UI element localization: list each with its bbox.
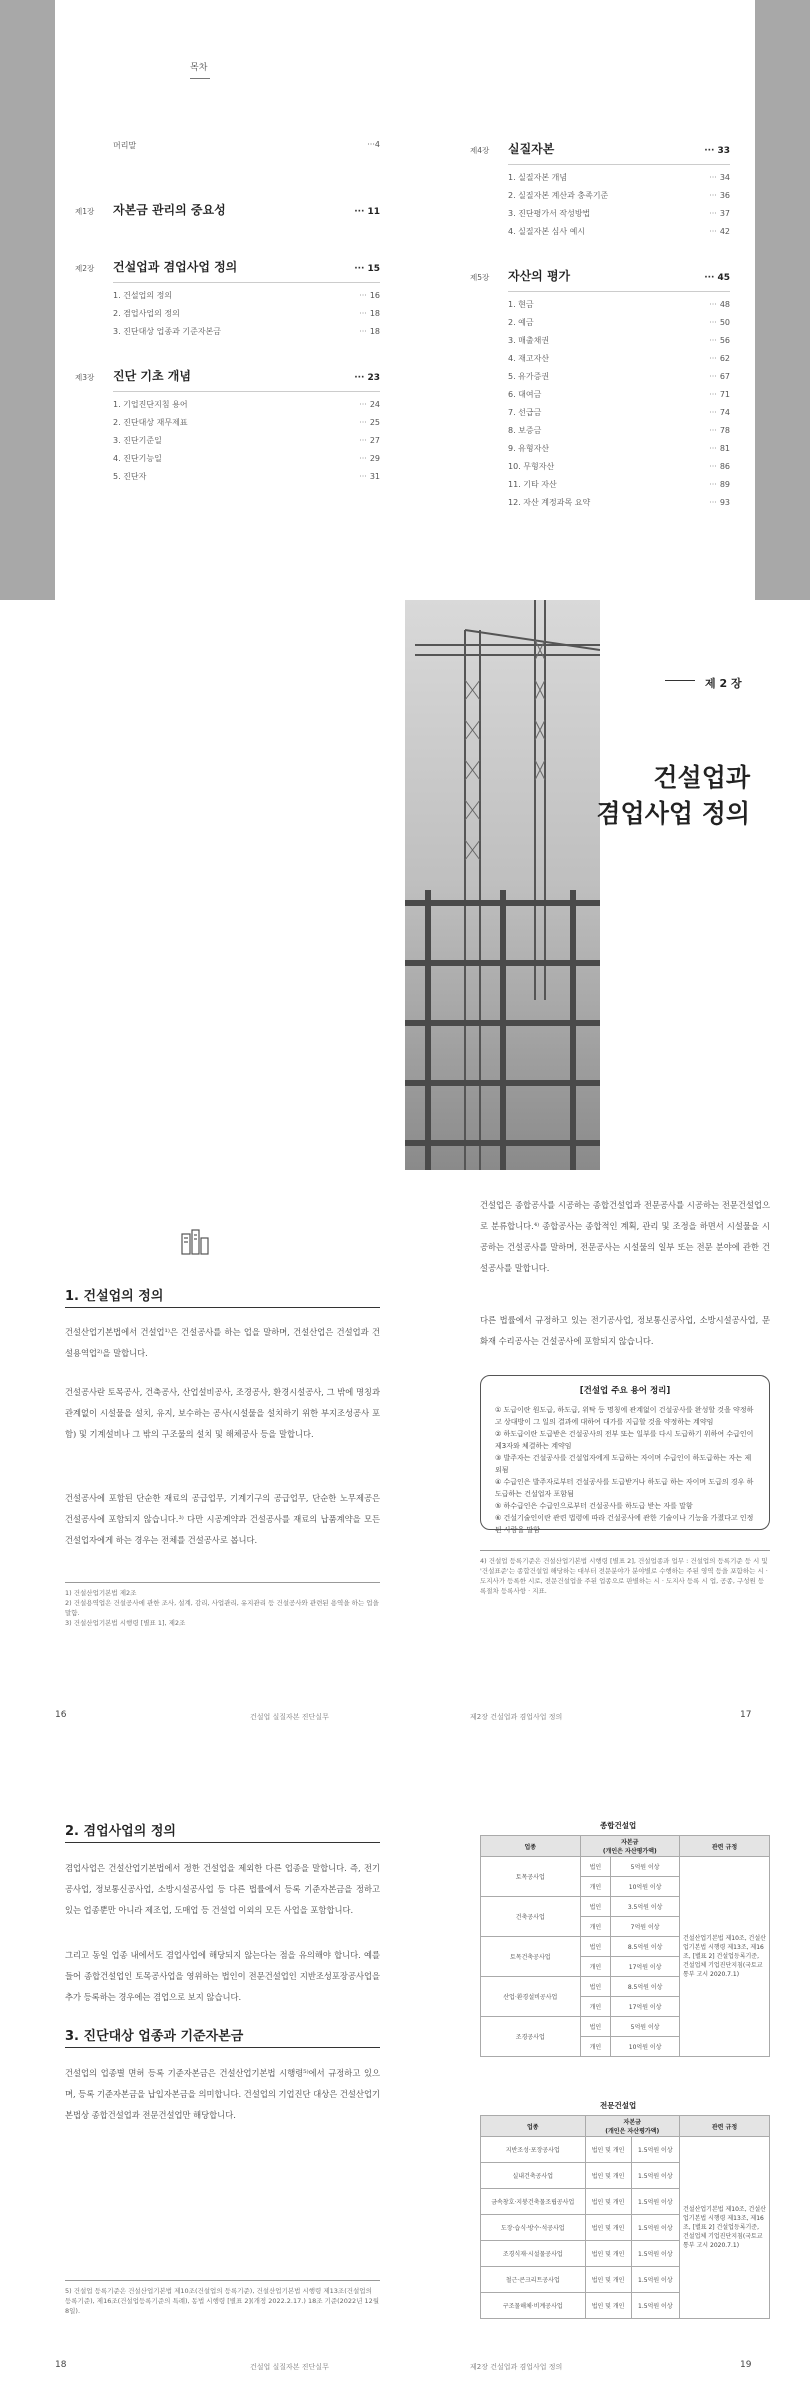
table-row <box>481 2137 770 2163</box>
toc-section-label: 9. 유형자산 <box>508 444 550 453</box>
table-cell-entity: 법인 <box>580 2017 611 2037</box>
toc-section-page: 31 <box>369 472 380 481</box>
terms-item: ③ 발주자는 건설공사를 건설업자에게 도급하는 자이며 수급인이 하도급하는 자는 제외됨 <box>495 1454 752 1474</box>
footnote: 2) 건설용역업은 건설공사에 관한 조사, 설계, 감리, 사업관리, 유지관리 등 건설공사와 관련된 용역을 하는 업을 말함. <box>65 1599 379 1617</box>
table-header-cell: 업종 <box>481 1836 581 1857</box>
table-cell-capital: 17억원 이상 <box>611 1957 680 1977</box>
toc-section-page: 34 <box>719 173 730 182</box>
toc-section-label: 5. 진단자 <box>113 472 147 481</box>
toc-section-page: 16 <box>369 291 380 300</box>
table-cell-capital: 1.5억원 이상 <box>631 2215 679 2241</box>
toc-chapter-number: 제2장 <box>75 264 95 273</box>
toc-section-item[interactable]: 1. 기업진단지침 용어 ··· 24 <box>113 400 380 409</box>
table-cell-capital: 3.5억원 이상 <box>611 1897 680 1917</box>
toc-chapter-name: 자산의 평가 <box>508 269 571 283</box>
table-cell-entity: 개인 <box>580 2037 611 2057</box>
toc-section-page: 18 <box>369 327 380 336</box>
toc-chapter-row[interactable]: 제2장 건설업과 겸업사업 정의 ··· 15 <box>75 260 380 274</box>
toc-section-label: 2. 실질자본 계산과 충족기준 <box>508 191 609 200</box>
section-heading-3-rule <box>65 2047 380 2048</box>
table-header-row <box>481 2116 770 2137</box>
table-cell-capital: 1.5억원 이상 <box>631 2267 679 2293</box>
toc-section-item[interactable]: 6. 대여금 ··· 71 <box>508 390 730 399</box>
toc-chapter-name: 건설업과 겸업사업 정의 <box>113 260 238 274</box>
table-specialty-construction <box>480 2115 770 2319</box>
toc-section-label: 3. 진단평가서 작성방법 <box>508 209 591 218</box>
toc-section-item[interactable]: 2. 진단대상 재무제표 ··· 25 <box>113 418 380 427</box>
spread1-left-footnotes <box>65 1588 380 1628</box>
toc-section-item[interactable]: 1. 실질자본 개념 ··· 34 <box>508 173 730 182</box>
toc-section-item[interactable]: 1. 건설업의 정의 ··· 16 <box>113 291 380 300</box>
toc-chapter-name: 자본금 관리의 중요성 <box>113 203 226 217</box>
toc-section-label: 5. 유가증권 <box>508 372 550 381</box>
toc-title-rule <box>190 78 210 79</box>
section-heading-2: 2. 겸업사업의 정의 <box>65 1824 176 1839</box>
spread2-para-2-0: 겸업사업은 건설산업기본법에서 정한 건설업을 제외한 다른 업종을 말합니다. 즉, 전기공사업, 정보통신공사업, 소방시설공사업 등 다른 법률에서 등록 기준자본금을 정하고 있는 업종뿐만 아니라 제조업, 도매업 등 건설업 이외의 모든 사업을 포함합니다. <box>65 1863 380 1915</box>
terms-item: ② 하도급이란 도급받은 건설공사의 전부 또는 일부를 다시 도급하기 위하여 수급인이 제3자와 체결하는 계약임 <box>495 1430 754 1450</box>
table-cell-capital: 1.5억원 이상 <box>631 2293 679 2319</box>
terms-item: ⑥ 건설기술인이란 관련 법령에 따라 건설공사에 관한 기술이나 기능을 가졌다고 인정된 사람을 말함 <box>495 1514 754 1534</box>
toc-chapter-rule <box>508 291 730 292</box>
table-header-cell: 자본금 (개인은 자산평가액) <box>585 2116 680 2137</box>
toc-section-page: 62 <box>719 354 730 363</box>
footnote: 5) 건설업 등록기준은 건설산업기본법 제10조(건설업의 등록기준), 건설산업기본법 시행령 제13조(건설업의 등록기준), 제16조(건설업등록기준의 특례), 동법 시행령 [별표 2](개정 2022.2.17.) 18조 기준(2022년 12월 8일). <box>65 2287 380 2315</box>
toc-section-item[interactable]: 3. 진단기준일 ··· 27 <box>113 436 380 445</box>
toc-section-label: 2. 겸업사업의 정의 <box>113 309 180 318</box>
footnote: 4) 건설업 등록기준은 건설산업기본법 시행령 [별표 2], 건설업종과 업무 : 건설업의 등록기준 등 시 및 '건설표준'는 종합건설업 해당하는 대부터 전문분야가 분야별로 수행하는 주된 영역 등을 포함하는 시 · 도지사가 등록한 시로, 전문건설업을 주된 업종으로 판별하는 시 · 도지사 등록 시 업, 공종, 구성원 등록절차 등록사항 · 지표. <box>480 1557 768 1595</box>
table-cell-type: 금속창호·지붕건축물조립공사업 <box>481 2189 586 2215</box>
toc-section-item[interactable]: 12. 자산 계정과목 요약 ··· 93 <box>508 498 730 507</box>
toc-section-label: 7. 선급금 <box>508 408 542 417</box>
toc-chapter-name: 실질자본 <box>508 142 555 156</box>
table-cell-rule: 건설산업기본법 제10조, 건설산업기본법 시행령 제13조, 제16조, [별표 2] 건설업등록기준, 건설업체 기업진단지침(국토교통부 고시 2020.7.1) <box>680 2137 770 2319</box>
toc-section-item[interactable]: 2. 예금 ··· 50 <box>508 318 730 327</box>
footnote-rule <box>480 1550 770 1551</box>
construction-crane-photo <box>405 600 600 1170</box>
toc-section-page: 71 <box>719 390 730 399</box>
toc-section-item[interactable]: 3. 진단대상 업종과 기준자본금 ··· 18 <box>113 327 380 336</box>
spread-pages-16-17 <box>0 1170 810 1780</box>
toc-chapter <box>470 140 730 237</box>
left-margin-band <box>0 0 55 600</box>
toc-section-item[interactable]: 7. 선급금 ··· 74 <box>508 408 730 417</box>
toc-chapter-row[interactable]: 제3장 진단 기초 개념 ··· 23 <box>75 369 380 383</box>
toc-section-item[interactable]: 1. 현금 ··· 48 <box>508 300 730 309</box>
table-header-row <box>481 1836 770 1857</box>
table-cell-rule: 건설산업기본법 제10조, 건설산업기본법 시행령 제13조, 제16조, [별표 2] 건설업등록기준, 건설업체 기업진단지침(국토교통부 고시 2020.7.1) <box>680 1857 770 2057</box>
chapter-title-line2: 겸업사업 정의 <box>596 799 750 828</box>
table-cell-type: 토목공사업 <box>481 1857 581 1897</box>
table-cell-entity: 법인 및 개인 <box>585 2267 631 2293</box>
toc-section-page: 27 <box>369 436 380 445</box>
toc-chapter-number: 제5장 <box>470 273 490 282</box>
section-heading-2-rule <box>65 1842 380 1843</box>
toc-section-page: 86 <box>719 462 730 471</box>
toc-section-label: 3. 진단대상 업종과 기준자본금 <box>113 327 221 336</box>
toc-section-page: 93 <box>719 498 730 507</box>
toc-section-item[interactable]: 8. 보증금 ··· 78 <box>508 426 730 435</box>
terms-box-title: [건설업 주요 용어 정리] <box>579 1386 671 1396</box>
toc-section-label: 2. 진단대상 재무제표 <box>113 418 188 427</box>
table-cell-type: 지반조성·포장공사업 <box>481 2137 586 2163</box>
toc-section-item[interactable]: 5. 유가증권 ··· 67 <box>508 372 730 381</box>
toc-section-label: 6. 대여금 <box>508 390 542 399</box>
table-cell-entity: 법인 및 개인 <box>585 2163 631 2189</box>
toc-chapter <box>75 201 380 218</box>
toc-chapter-number: 제1장 <box>75 207 95 216</box>
toc-right-column <box>470 140 730 538</box>
toc-section-label: 4. 진단기능일 <box>113 454 162 463</box>
page-number: 19 <box>740 2360 752 2370</box>
table-header-cell: 자본금 (개인은 자산평가액) <box>580 1836 679 1857</box>
toc-section-item[interactable]: 10. 무형자산 ··· 86 <box>508 462 730 471</box>
toc-section-page: 89 <box>719 480 730 489</box>
toc-section-label: 1. 현금 <box>508 300 534 309</box>
table-cell-entity: 법인 및 개인 <box>585 2137 631 2163</box>
toc-section-label: 1. 기업진단지침 용어 <box>113 400 188 409</box>
table-cell-entity: 개인 <box>580 1997 611 2017</box>
table-cell-entity: 법인 <box>580 1857 611 1877</box>
spread1-right-para-1: 다른 법률에서 규정하고 있는 전기공사업, 정보통신공사업, 소방시설공사업, 문화재 수리공사는 건설공사에 포함되지 않습니다. <box>480 1315 770 1346</box>
table-cell-type: 산업·환경설비공사업 <box>481 1977 581 2017</box>
toc-section-label: 3. 진단기준일 <box>113 436 162 445</box>
toc-section-page: 50 <box>719 318 730 327</box>
toc-section-label: 10. 무형자산 <box>508 462 555 471</box>
table-cell-entity: 법인 <box>580 1937 611 1957</box>
toc-chapter <box>75 367 380 482</box>
toc-intro-label: 머리말 <box>113 141 137 150</box>
toc-section-item[interactable]: 9. 유형자산 ··· 81 <box>508 444 730 453</box>
toc-section-page: 18 <box>369 309 380 318</box>
table-cell-type: 건축공사업 <box>481 1897 581 1937</box>
spread1-left-para-0: 건설산업기본법에서 건설업¹⁾은 건설공사를 하는 업을 말하며, 건설산업은 건설업과 건설용역업²⁾을 말합니다. <box>65 1327 380 1358</box>
chapter-badge: 제 2 장 <box>705 677 742 690</box>
table-cell-capital: 1.5억원 이상 <box>631 2137 679 2163</box>
table-cell-capital: 10억원 이상 <box>611 2037 680 2057</box>
toc-section-label: 2. 예금 <box>508 318 534 327</box>
toc-section-page: 25 <box>369 418 380 427</box>
table1-caption: 종합건설업 <box>600 1821 637 1830</box>
toc-chapter-number: 제4장 <box>470 146 490 155</box>
table-cell-type: 철근·콘크리트공사업 <box>481 2267 586 2293</box>
spread-pages-18-19 <box>0 1780 810 2400</box>
toc-chapter-page: 15 <box>367 264 380 274</box>
spread1-right-para-0: 건설업은 종합공사를 시공하는 종합건설업과 전문공사를 시공하는 전문건설업으로 분류합니다.⁴⁾ 종합공사는 종합적인 계획, 관리 및 조정을 하면서 시설물을 시공하는 건설공사를 말하며, 전문공사는 시설물의 일부 또는 전문 분야에 관한 건설공사를 말합니다. <box>480 1200 770 1273</box>
table-cell-entity: 법인 <box>580 1977 611 1997</box>
toc-section-page: 48 <box>719 300 730 309</box>
section-heading-1-rule <box>65 1307 380 1308</box>
table-cell-type: 토목건축공사업 <box>481 1937 581 1977</box>
table-row <box>481 1857 770 1877</box>
running-header: 건설업 실질자본 진단실무 <box>250 1713 329 1721</box>
table-cell-capital: 5억원 이상 <box>611 2017 680 2037</box>
building-logo-icon <box>180 1228 210 1256</box>
toc-title: 목차 <box>190 63 208 73</box>
table-header-cell: 업종 <box>481 2116 586 2137</box>
terms-item: ⑤ 하수급인은 수급인으로부터 건설공사를 하도급 받는 자를 말함 <box>495 1502 693 1510</box>
table-cell-entity: 법인 <box>580 1897 611 1917</box>
table-cell-entity: 법인 및 개인 <box>585 2215 631 2241</box>
toc-section-label: 1. 실질자본 개념 <box>508 173 568 182</box>
page-number: 16 <box>55 1710 67 1720</box>
toc-section-page: 78 <box>719 426 730 435</box>
toc-section-item[interactable]: 2. 실질자본 계산과 충족기준 ··· 36 <box>508 191 730 200</box>
toc-chapter-number: 제3장 <box>75 373 95 382</box>
footnote-rule <box>65 1582 380 1583</box>
toc-section-item[interactable]: 4. 재고자산 ··· 62 <box>508 354 730 363</box>
table-general-construction <box>480 1835 770 2057</box>
page-number: 17 <box>740 1710 752 1720</box>
table-cell-entity: 개인 <box>580 1877 611 1897</box>
toc-chapter <box>470 267 730 508</box>
table-cell-entity: 법인 및 개인 <box>585 2241 631 2267</box>
table-header-cell: 관련 규정 <box>680 1836 770 1857</box>
spread2-para-3-0: 건설업의 업종별 면허 등록 기준자본금은 건설산업기본법 시행령⁵⁾에서 규정하고 있으며, 등록 기준자본금을 납입자본금을 의미합니다. 건설업의 기업진단 대상은 건설산업기본법상 종합건설업과 전문건설업만 해당합니다. <box>65 2068 380 2120</box>
toc-section-page: 29 <box>369 454 380 463</box>
table-cell-capital: 8.5억원 이상 <box>611 1977 680 1997</box>
toc-chapter-page: 11 <box>367 207 380 217</box>
toc-section-label: 12. 자산 계정과목 요약 <box>508 498 591 507</box>
chapter-title <box>596 760 750 832</box>
toc-section-page: 37 <box>719 209 730 218</box>
toc-chapter-row[interactable]: 제5장 자산의 평가 ··· 45 <box>470 269 730 283</box>
table-cell-capital: 1.5억원 이상 <box>631 2163 679 2189</box>
spread1-left-para-1: 건설공사란 토목공사, 건축공사, 산업설비공사, 조경공사, 환경시설공사, 그 밖에 명칭과 관계없이 시설물을 설치, 유지, 보수하는 공사(시설물을 설치하기 위한 부지조성공사 포함) 및 기계설비나 그 밖의 구조물의 설치 및 해체공사 등을 말합니다. <box>65 1387 380 1439</box>
toc-section-label: 3. 매출채권 <box>508 336 550 345</box>
toc-chapter-rule <box>113 282 380 283</box>
footnote: 1) 건설산업기본법 제2조 <box>65 1589 137 1597</box>
terms-box <box>480 1375 770 1534</box>
toc-chapter-page: 33 <box>717 146 730 156</box>
chapter-badge-rule <box>665 680 695 681</box>
table-cell-entity: 개인 <box>580 1957 611 1977</box>
toc-chapter-page: 45 <box>717 273 730 283</box>
toc-section-label: 4. 실질자본 심사 예시 <box>508 227 586 236</box>
toc-section-page: 42 <box>719 227 730 236</box>
toc-chapter-page: 23 <box>367 373 380 383</box>
terms-item: ④ 수급인은 발주자로부터 건설공사를 도급받거나 하도급 하는 자이며 도급의 경우 하도급하는 건설업자 포함됨 <box>495 1478 754 1498</box>
toc-section-item[interactable]: 11. 기타 자산 ··· 89 <box>508 480 730 489</box>
table-cell-entity: 법인 및 개인 <box>585 2189 631 2215</box>
chapter-title-line1: 건설업과 <box>653 763 750 792</box>
table-cell-type: 실내건축공사업 <box>481 2163 586 2189</box>
table-cell-type: 조경공사업 <box>481 2017 581 2057</box>
toc-section-label: 4. 재고자산 <box>508 354 550 363</box>
table-cell-capital: 17억원 이상 <box>611 1997 680 2017</box>
toc-section-page: 36 <box>719 191 730 200</box>
table-cell-capital: 10억원 이상 <box>611 1877 680 1897</box>
table-cell-capital: 8.5억원 이상 <box>611 1937 680 1957</box>
footnote: 3) 건설산업기본법 시행령 [별표 1], 제2조 <box>65 1619 186 1627</box>
toc-chapter-rule <box>508 164 730 165</box>
spread1-left-para-2: 건설공사에 포함된 단순한 재료의 공급업무, 기계기구의 공급업무, 단순한 노무제공은 건설공사에 포함되지 않습니다.³⁾ 다만 시공계약과 건설공사를 재료의 납품계약을 모든 건설업자에게 하는 경우는 전체를 건설공사로 봅니다. <box>65 1493 380 1545</box>
toc-section-item[interactable]: 5. 진단자 ··· 31 <box>113 472 380 481</box>
toc-left-column <box>75 140 380 512</box>
running-header: 건설업 실질자본 진단실무 <box>250 2363 329 2371</box>
toc-section-item[interactable]: 2. 겸업사업의 정의 ··· 18 <box>113 309 380 318</box>
toc-section-page: 67 <box>719 372 730 381</box>
section-heading-3: 3. 진단대상 업종과 기준자본금 <box>65 2029 244 2044</box>
table-cell-entity: 개인 <box>580 1917 611 1937</box>
toc-intro[interactable]: 머리말 ··· 4 <box>113 140 380 150</box>
right-margin-band <box>755 0 810 600</box>
toc-section-item[interactable]: 3. 매출채권 ··· 56 <box>508 336 730 345</box>
table2-caption: 전문건설업 <box>600 2101 637 2110</box>
toc-section-item[interactable]: 4. 실질자본 심사 예시 ··· 42 <box>508 227 730 236</box>
table-header-cell: 관련 규정 <box>680 2116 770 2137</box>
toc-section-item[interactable]: 3. 진단평가서 작성방법 ··· 37 <box>508 209 730 218</box>
toc-chapter-row[interactable]: 제1장 자본금 관리의 중요성 ··· 11 <box>75 203 380 217</box>
toc-section-label: 8. 보증금 <box>508 426 542 435</box>
table-cell-capital: 1.5억원 이상 <box>631 2241 679 2267</box>
toc-intro-page: 4 <box>374 140 380 149</box>
toc-chapter-row[interactable]: 제4장 실질자본 ··· 33 <box>470 142 730 156</box>
running-header: 제2장 건설업과 겸업사업 정의 <box>470 1713 563 1721</box>
section-heading-1: 1. 건설업의 정의 <box>65 1289 164 1304</box>
toc-chapter-rule <box>113 391 380 392</box>
table-cell-capital: 1.5억원 이상 <box>631 2189 679 2215</box>
table-cell-type: 조경식재·시설물공사업 <box>481 2241 586 2267</box>
terms-item: ① 도급이란 원도급, 하도급, 위탁 등 명칭에 관계없이 건설공사를 완성할 것을 약정하고 상대방이 그 일의 결과에 대하여 대가를 지급할 것을 약정하는 계약임 <box>495 1406 754 1426</box>
table-cell-entity: 법인 및 개인 <box>585 2293 631 2319</box>
toc-chapter <box>75 258 380 337</box>
toc-section-item[interactable]: 4. 진단기능일 ··· 29 <box>113 454 380 463</box>
running-header: 제2장 건설업과 겸업사업 정의 <box>470 2363 563 2371</box>
footnote-rule <box>65 2280 380 2281</box>
page-number: 18 <box>55 2360 67 2370</box>
toc-chapter-name: 진단 기초 개념 <box>113 369 191 383</box>
table-cell-type: 도장·습식·방수·석공사업 <box>481 2215 586 2241</box>
toc-section-page: 74 <box>719 408 730 417</box>
table-cell-capital: 5억원 이상 <box>611 1857 680 1877</box>
toc-section-page: 81 <box>719 444 730 453</box>
spread2-para-2-1: 그리고 동일 업종 내에서도 겸업사업에 해당되지 않는다는 점을 유의해야 합니다. 예를 들어 종합건설업인 토목공사업을 영위하는 법인이 전문건설업인 지반조성포장공사업을 추가 등록하는 경우에는 겸업으로 보지 않습니다. <box>65 1950 380 2002</box>
chapter-opener-page <box>0 600 810 1170</box>
toc-section-page: 24 <box>369 400 380 409</box>
toc-section-page: 56 <box>719 336 730 345</box>
toc-section-label: 1. 건설업의 정의 <box>113 291 173 300</box>
toc-page <box>0 0 810 600</box>
toc-section-label: 11. 기타 자산 <box>508 480 557 489</box>
table-cell-type: 구조물해체·비계공사업 <box>481 2293 586 2319</box>
table-cell-capital: 7억원 이상 <box>611 1917 680 1937</box>
